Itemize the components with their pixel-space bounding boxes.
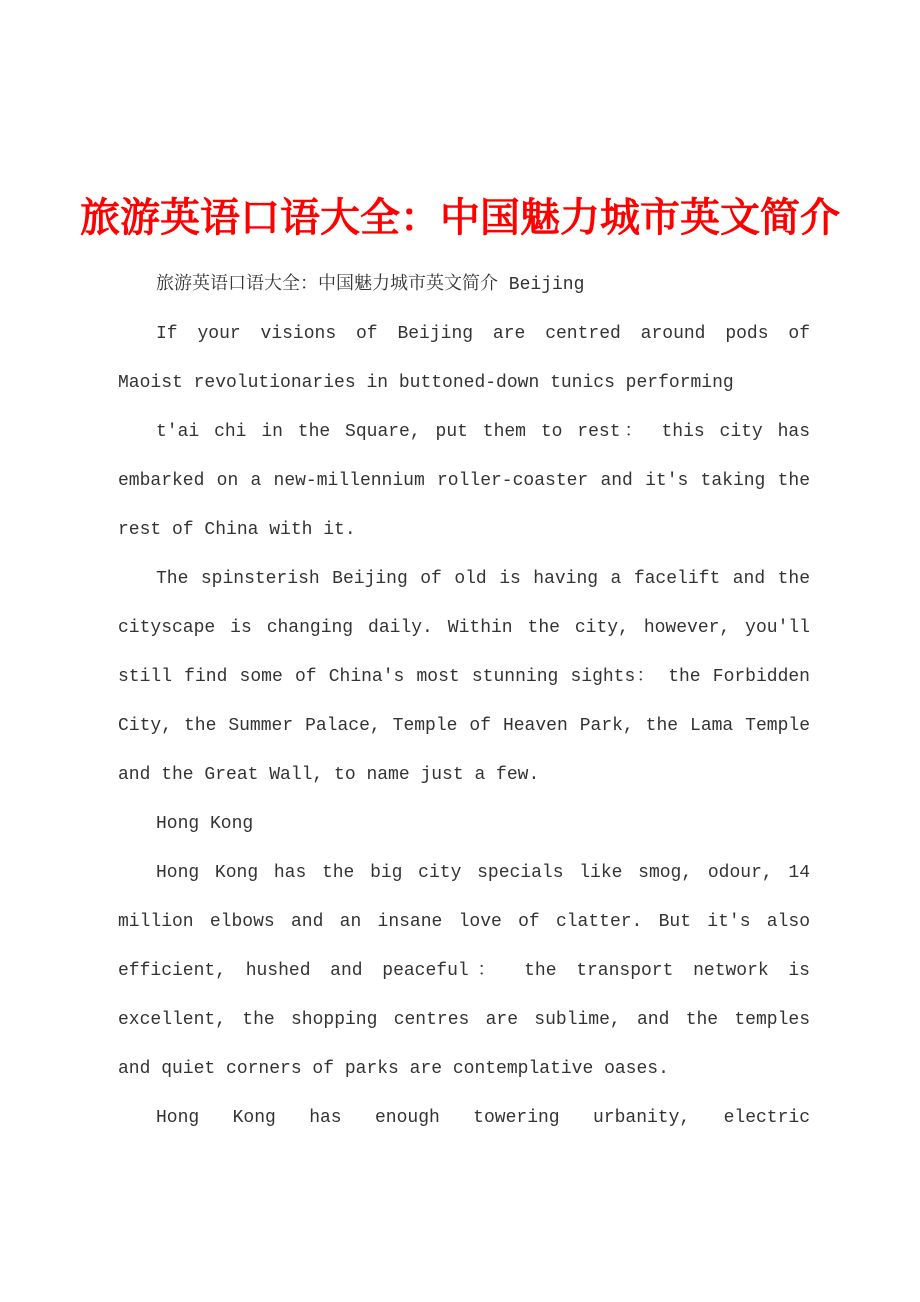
text-line: and quiet corners of parks are contemplative oases.: [118, 1059, 669, 1079]
text-line: Hong Kong has the big city specials like smog, odour, 14: [156, 863, 810, 883]
text-line: Hong Kong: [156, 814, 254, 834]
text-line: Hong Kong has enough towering urbanity, electric: [156, 1108, 810, 1128]
text-line: cityscape is changing daily. Within the city, however, you'll: [118, 618, 810, 638]
document-title: 旅游英语口语大全：中国魅力城市英文简介: [80, 195, 840, 240]
text-line: 旅游英语口语大全：中国魅力城市英文简介 Beijing: [156, 275, 585, 295]
text-line: Maoist revolutionaries in buttoned-down tunics performing: [118, 373, 734, 393]
text-line: excellent, the shopping centres are sublime, and the temples: [118, 1010, 810, 1030]
text-line: The spinsterish Beijing of old is having a facelift and the: [156, 569, 810, 589]
text-line: still find some of China's most stunning sights： the Forbidden: [118, 667, 810, 687]
text-line: efficient, hushed and peaceful： the transport network is: [118, 961, 810, 981]
text-line: If your visions of Beijing are centred around pods of: [156, 324, 810, 344]
document-body: [118, 261, 810, 1143]
text-line: and the Great Wall, to name just a few.: [118, 765, 540, 785]
text-line: t'ai chi in the Square, put them to rest： this city has: [156, 422, 810, 442]
text-line: City, the Summer Palace, Temple of Heaven Park, the Lama Temple: [118, 716, 810, 736]
text-line: million elbows and an insane love of clatter. But it's also: [118, 912, 810, 932]
text-line: embarked on a new-millennium roller-coaster and it's taking the: [118, 471, 810, 491]
text-line: rest of China with it.: [118, 520, 356, 540]
